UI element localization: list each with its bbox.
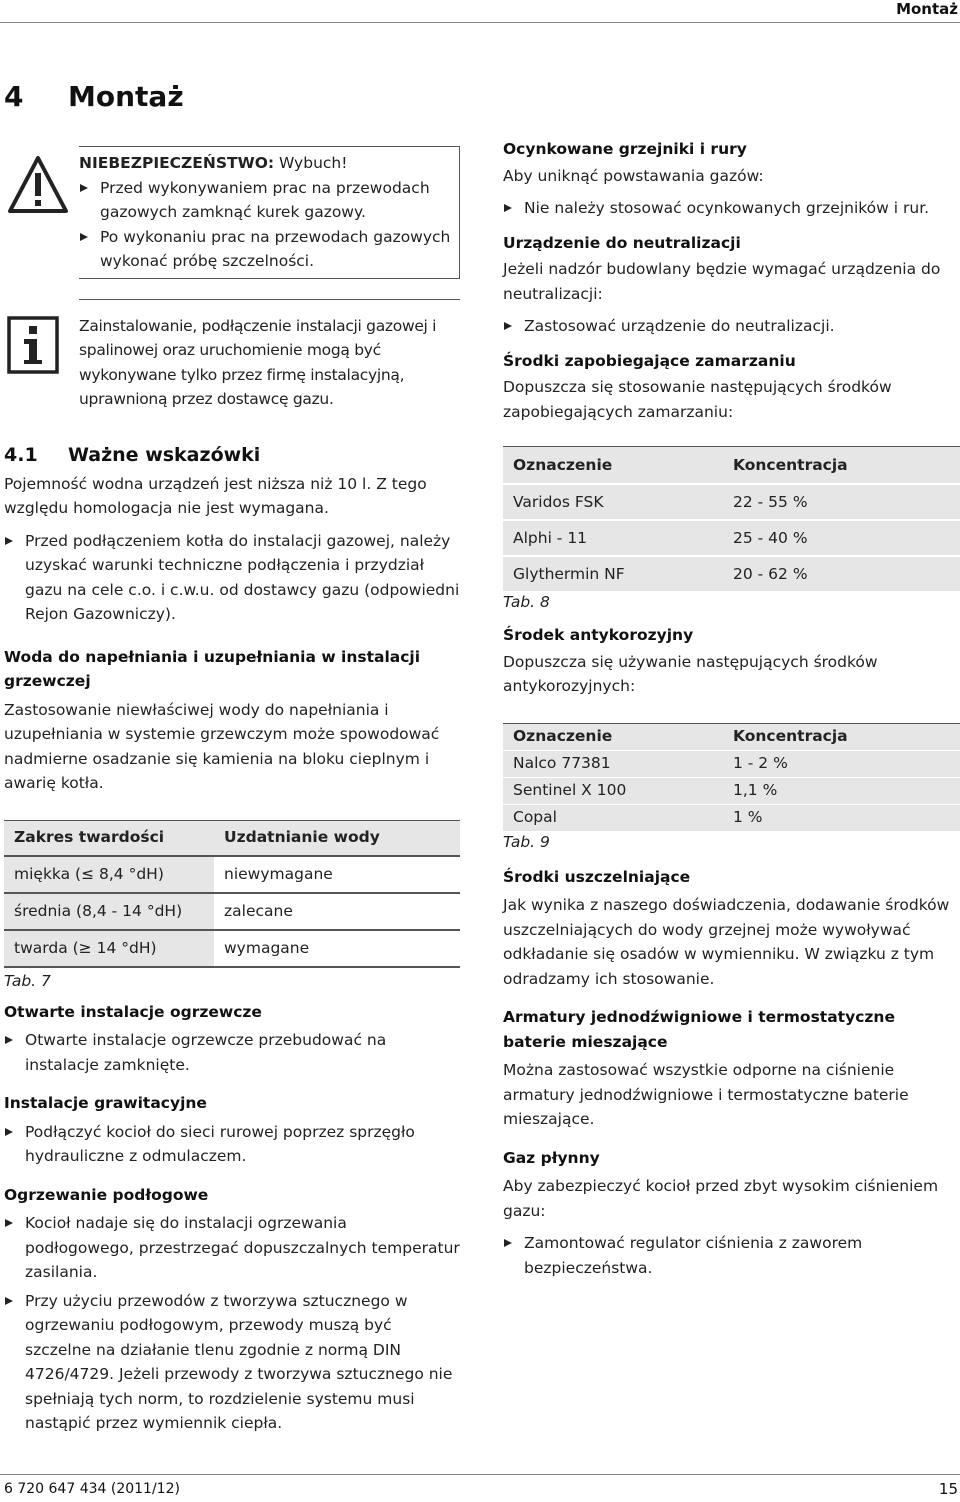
table-cell: niewymagane <box>214 856 460 893</box>
table8-caption: Tab. 8 <box>503 593 550 611</box>
info-text: Zainstalowanie, podłączenie instalacji gazowej i spalinowej oraz uruchomienie mogą być wykonywane tylko przez firmę instalacyjną, uprawnioną przez dostawcę gazu. <box>79 316 437 408</box>
hardness-table <box>4 820 460 968</box>
table-cell: zalecane <box>214 893 460 930</box>
table-row <box>503 750 960 777</box>
open-heading: Otwarte instalacje ogrzewcze <box>4 1002 262 1021</box>
table-header-cell: Zakres twardości <box>4 820 214 856</box>
table-row <box>4 893 460 930</box>
warning-text: Wybuch! <box>274 154 348 172</box>
table-cell: Varidos FSK <box>503 484 723 520</box>
table-row <box>4 856 460 893</box>
lpg-text: Aby zabezpieczyć kocioł przed zbyt wysokim ciśnieniem gazu: <box>503 1177 939 1220</box>
table-cell: miękka (≤ 8,4 °dH) <box>4 856 214 893</box>
page-number: 15 <box>938 1480 958 1498</box>
table-header-row <box>4 820 460 856</box>
warning-triangle-icon <box>7 155 69 215</box>
neutral-text: Jeżeli nadzór budowlany będzie wymagać urządzenia do neutralizacji: <box>503 260 941 303</box>
table-cell: 20 - 62 % <box>723 556 960 591</box>
table-header-cell: Uzdatnianie wody <box>214 820 460 856</box>
fittings-text: Można zastosować wszystkie odporne na ciśnienie armatury jednodźwigniowe i termostatyczne baterie mieszające. <box>503 1061 909 1128</box>
table-cell: średnia (8,4 - 14 °dH) <box>4 893 214 930</box>
sealants-text: Jak wynika z naszego doświadczenia, dodawanie środków uszczelniających do wody grzejnej może wywoływać odkładanie się osadów w wymienniku. W związku z tym odradzamy ich stosowanie. <box>503 896 950 988</box>
chapter-number: 4 <box>4 80 24 113</box>
neutral-bullet: Zastosować urządzenie do neutralizacji. <box>503 314 960 339</box>
floor-heading: Ogrzewanie podłogowe <box>4 1185 209 1204</box>
table-row <box>4 930 460 967</box>
table-cell: 25 - 40 % <box>723 520 960 556</box>
table-header-cell: Oznaczenie <box>503 723 723 750</box>
table-cell: 1 % <box>723 804 960 831</box>
table7-caption: Tab. 7 <box>4 971 51 990</box>
water-heading: Woda do napełniania i uzupełniania w instalacji grzewczej <box>4 647 421 690</box>
floor-bullet-2: Przy użyciu przewodów z tworzywa sztucznego w ogrzewaniu podłogowym, przewody muszą być szczelne na działanie tlenu zgodnie z normą DIN 4726/4729. Jeżeli przewody z tworzywa sztucznego nie spełniają tych norm, to rozdzielenie systemu musi nastąpić przez wymiennik ciepła. <box>4 1289 460 1436</box>
floor-bullet-1: Kocioł nadaje się do instalacji ogrzewania podłogowego, przestrzegać dopuszczalnych temperatur zasilania. <box>4 1211 460 1285</box>
warning-title <box>79 151 455 176</box>
section-title: Ważne wskazówki <box>68 443 261 466</box>
table-cell: Alphi - 11 <box>503 520 723 556</box>
footer-rule <box>0 1474 960 1475</box>
sealants-heading: Środki uszczelniające <box>503 867 691 886</box>
table-row <box>503 484 960 520</box>
section-bullet: Przed podłączeniem kotła do instalacji gazowej, należy uzyskać warunki techniczne podłączenia i przydział gazu na cele c.o. i c.w.u. od dostawcy gazu (odpowiedni Rejon Gazowniczy). <box>4 529 460 627</box>
anticorr-text: Dopuszcza się używanie następujących środków antykorozyjnych: <box>503 652 878 695</box>
antifreeze-table <box>503 446 960 591</box>
table-header-row <box>503 447 960 485</box>
table9-caption: Tab. 9 <box>503 832 550 851</box>
right-column <box>503 137 960 1280</box>
section-intro: Pojemność wodna urządzeń jest niższa niż 10 l. Z tego względu homologacja nie jest wymagana. <box>4 474 427 517</box>
table-header-row <box>503 723 960 750</box>
warning-box <box>79 146 460 279</box>
table-cell: wymagane <box>214 930 460 967</box>
water-text: Zastosowanie niewłaściwej wody do napełniania i uzupełniania w systemie grzewczym może spowodować nadmierne osadzanie się kamienia na bloku cieplnym i awarię kotła. <box>4 700 440 792</box>
info-block <box>79 299 460 412</box>
lpg-bullet: Zamontować regulator ciśnienia z zaworem bezpieczeństwa. <box>503 1231 960 1280</box>
warning-label: NIEBEZPIECZEŃSTWO: <box>79 154 275 172</box>
table-cell: Nalco 77381 <box>503 750 723 777</box>
table-row <box>503 804 960 831</box>
fittings-heading: Armatury jednodźwigniowe i termostatyczne baterie mieszające <box>503 1008 895 1051</box>
table-cell: twarda (≥ 14 °dH) <box>4 930 214 967</box>
table-header-cell: Koncentracja <box>723 723 960 750</box>
info-icon <box>7 316 59 374</box>
table-cell: 22 - 55 % <box>723 484 960 520</box>
doc-number: 6 720 647 434 (2011/12) <box>4 1481 180 1497</box>
table-row <box>503 556 960 591</box>
table-cell: Glythermin NF <box>503 556 723 591</box>
table-row <box>503 777 960 804</box>
section-number: 4.1 <box>4 443 38 466</box>
warning-bullet-2: Po wykonaniu prac na przewodach gazowych wykonać próbę szczelności. <box>79 225 455 274</box>
anticorr-table <box>503 723 960 831</box>
gravity-heading: Instalacje grawitacyjne <box>4 1094 207 1112</box>
galvanized-text: Aby uniknąć powstawania gazów: <box>503 166 764 185</box>
anticorr-heading: Środek antykorozyjny <box>503 626 694 644</box>
left-column <box>4 146 460 1436</box>
galvanized-heading: Ocynkowane grzejniki i rury <box>503 140 747 158</box>
gravity-bullet: Podłączyć kocioł do sieci rurowej poprzez sprzęgło hydrauliczne z odmulaczem. <box>4 1120 460 1169</box>
table-header-cell: Koncentracja <box>723 447 960 485</box>
table-cell: Sentinel X 100 <box>503 777 723 804</box>
chapter-title-text: Montaż <box>68 80 184 113</box>
section-heading <box>4 442 460 468</box>
neutral-heading: Urządzenie do neutralizacji <box>503 233 741 252</box>
table-cell: Copal <box>503 804 723 831</box>
open-bullet: Otwarte instalacje ogrzewcze przebudować na instalacje zamknięte. <box>4 1028 460 1077</box>
warning-bullet-1: Przed wykonywaniem prac na przewodach gazowych zamknąć kurek gazowy. <box>79 176 455 225</box>
galvanized-bullet: Nie należy stosować ocynkowanych grzejników i rur. <box>503 196 960 221</box>
table-header-cell: Oznaczenie <box>503 447 723 485</box>
antifreeze-heading: Środki zapobiegające zamarzaniu <box>503 351 796 370</box>
header-rule <box>0 22 960 23</box>
table-cell: 1 - 2 % <box>723 750 960 777</box>
table-cell: 1,1 % <box>723 777 960 804</box>
table-row <box>503 520 960 556</box>
lpg-heading: Gaz płynny <box>503 1148 600 1167</box>
running-head: Montaż <box>896 0 958 18</box>
chapter-title <box>4 80 184 113</box>
antifreeze-text: Dopuszcza się stosowanie następujących środków zapobiegających zamarzaniu: <box>503 378 892 421</box>
